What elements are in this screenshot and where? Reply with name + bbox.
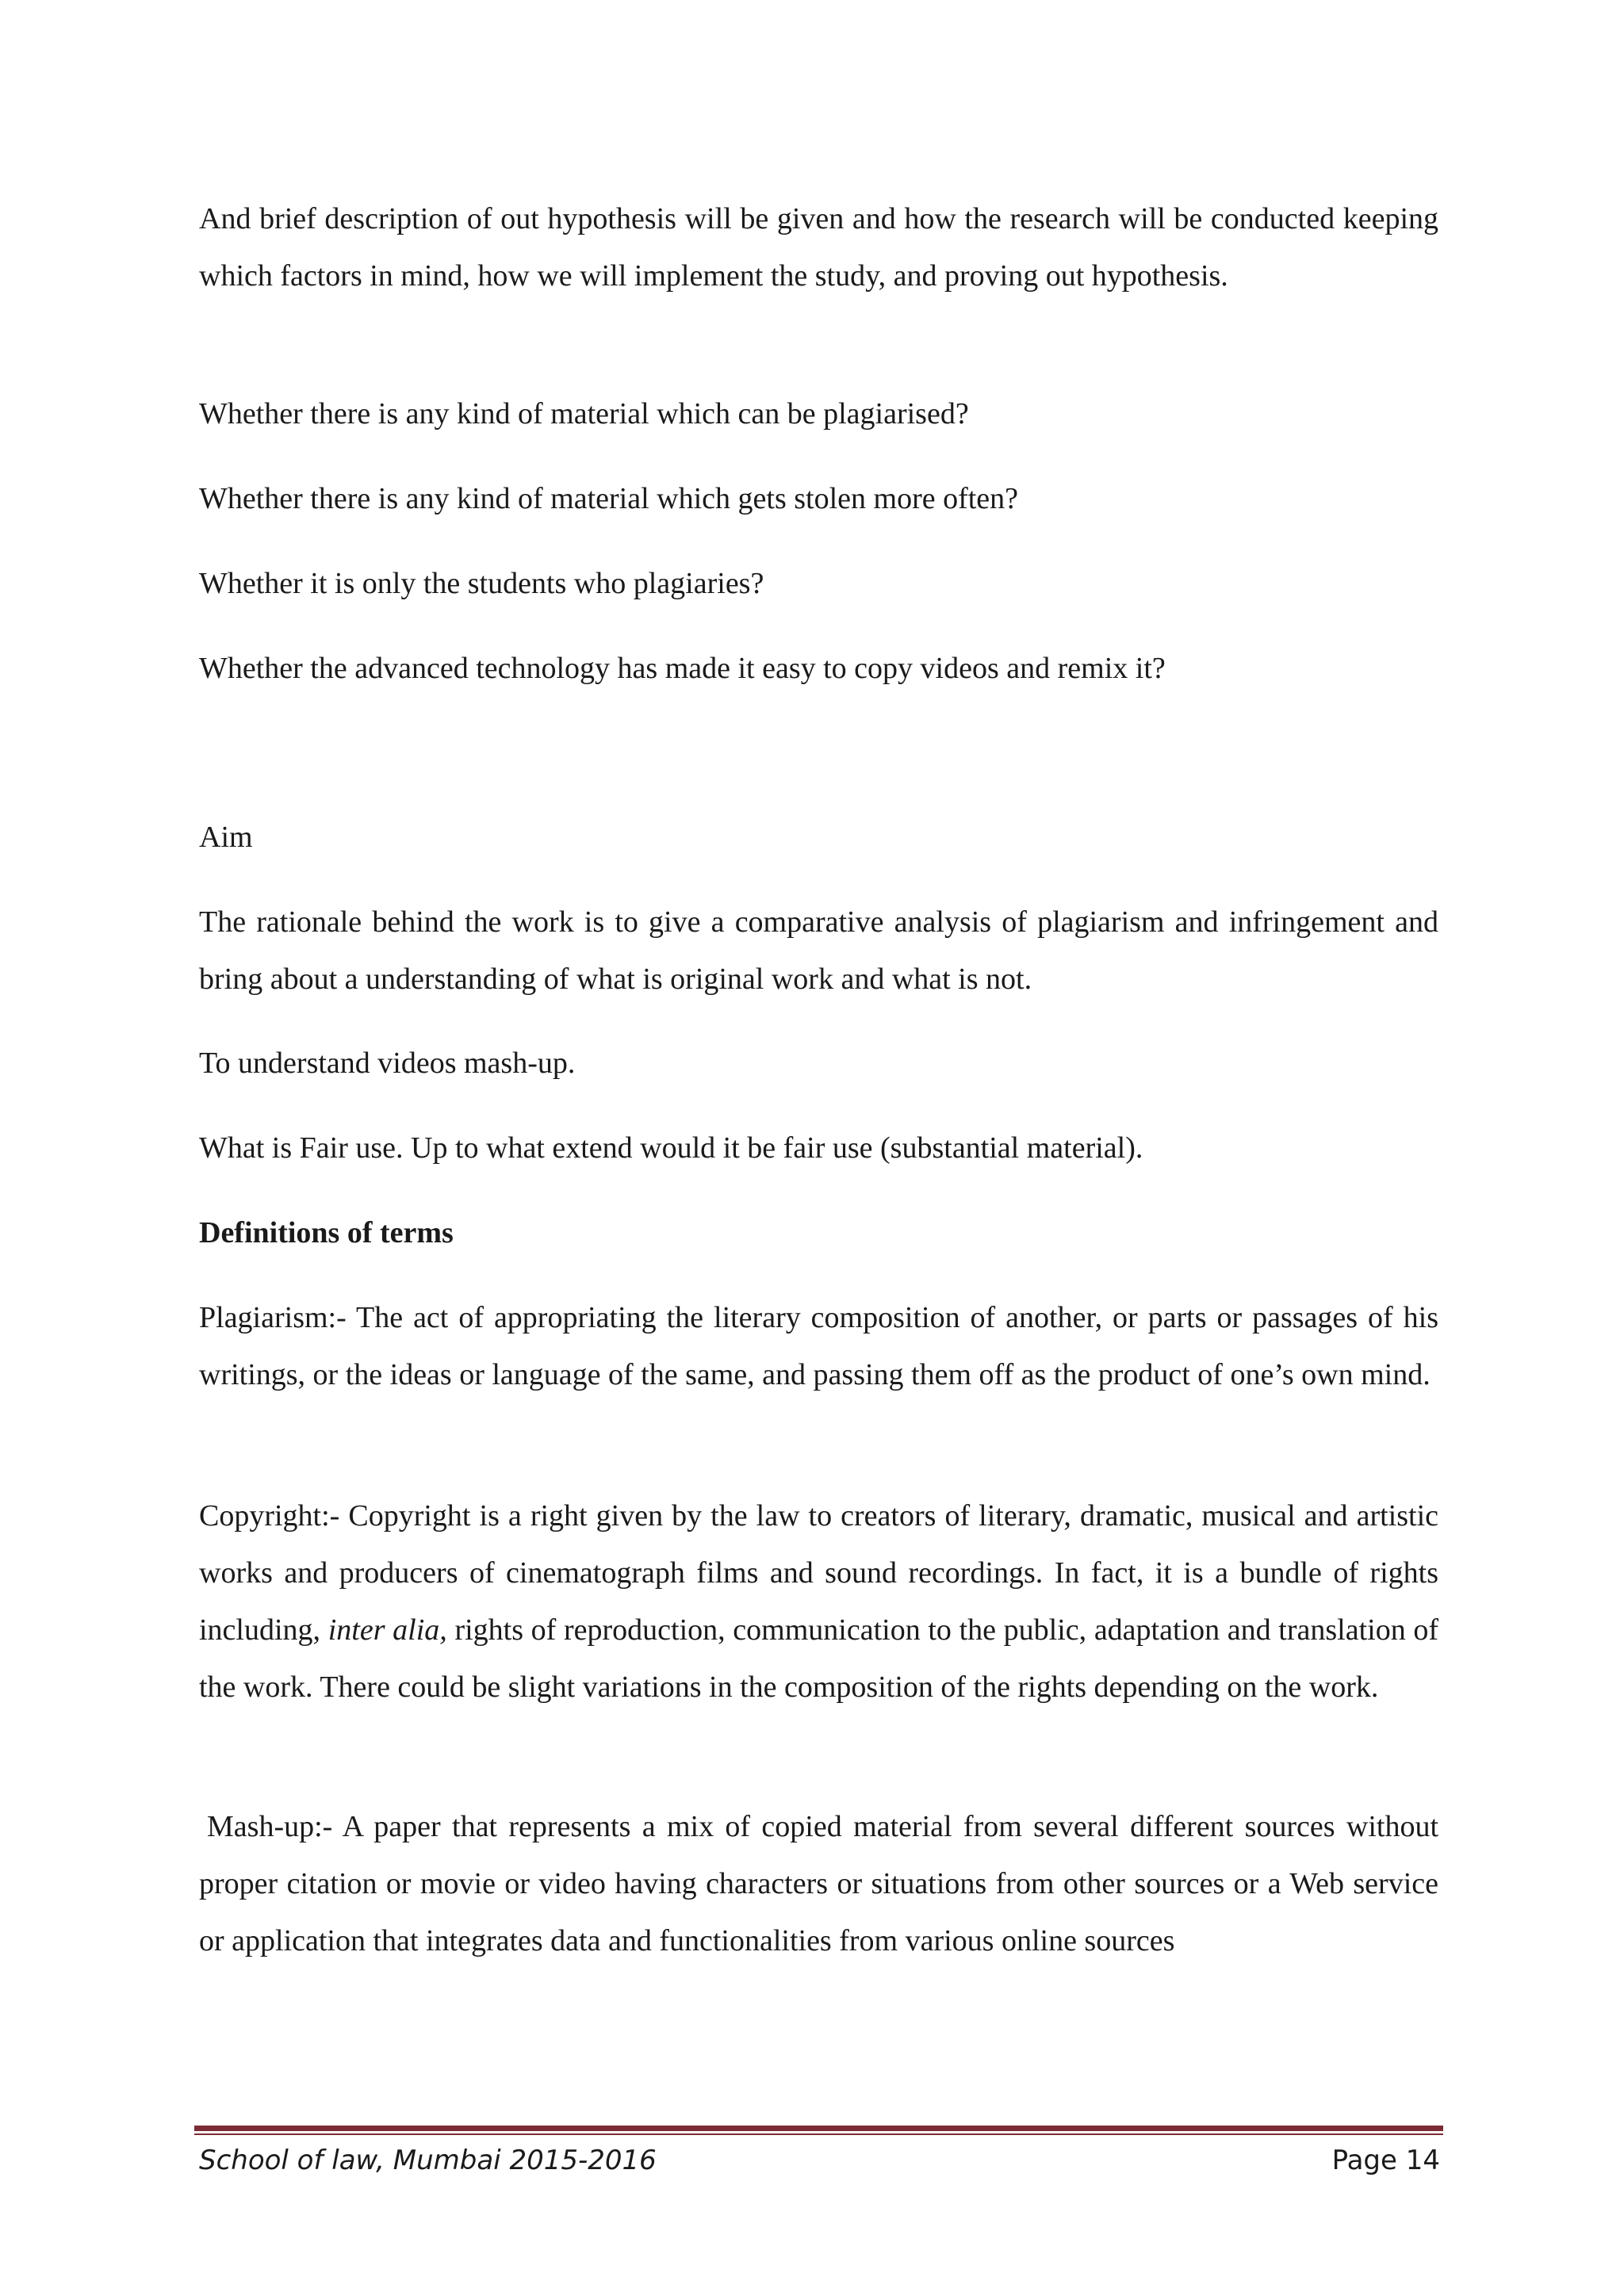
question-item: Whether there is any kind of material which gets stolen more often?: [199, 482, 1019, 515]
question-item: Whether there is any kind of material which can be plagiarised?: [199, 397, 969, 430]
aim-paragraph: The rationale behind the work is to give a comparative analysis of plagiarism and infringement and bring about a understanding of what is original work and what is not.: [199, 905, 1438, 996]
intro-paragraph: And brief description of out hypothesis will be given and how the research will be conducted keeping which factors in mind, how we will implement the study, and proving out hypothesis.: [199, 202, 1438, 293]
copyright-text-start: Copyright:- Copyright is a right given by the law to creators of literary, dramatic, musical and artistic works and producers of cinematograph films and sound recordings. In fact, it is a bundle of rights including,: [199, 1499, 1438, 1647]
definitions-heading: Definitions of terms: [199, 1216, 454, 1249]
page-number: Page 14: [1331, 2145, 1440, 2176]
aim-point: To understand videos mash-up.: [199, 1047, 576, 1080]
plagiarism-definition: Plagiarism:- The act of appropriating the literary composition of another, or parts or passages of his writings, or the ideas or language of the same, and passing them off as the product of one’s own mind.: [199, 1301, 1438, 1391]
footer-divider: [194, 2126, 1443, 2131]
copyright-italic-term: inter alia,: [327, 1613, 447, 1647]
copyright-text-end: rights of reproduction, communication to the public, adaptation and translation of the work. There could be slight variations in the composition of the rights depending on the work.: [199, 1613, 1439, 1704]
footer-divider-thin: [194, 2133, 1443, 2135]
footer-institution: School of law, Mumbai 2015-2016: [199, 2145, 657, 2176]
question-item: Whether the advanced technology has made it easy to copy videos and remix it?: [199, 652, 1166, 685]
aim-heading: Aim: [199, 821, 253, 854]
mashup-definition: Mash-up:- A paper that represents a mix of copied material from several different sources without proper citation or movie or video having characters or situations from other sources or a Web service or application that integrates data and functionalities from various online sources: [199, 1810, 1438, 1957]
aim-point: What is Fair use. Up to what extend would it be fair use (substantial material).: [199, 1131, 1143, 1165]
question-item: Whether it is only the students who plagiaries?: [199, 567, 764, 600]
copyright-definition: [199, 1487, 1438, 1716]
